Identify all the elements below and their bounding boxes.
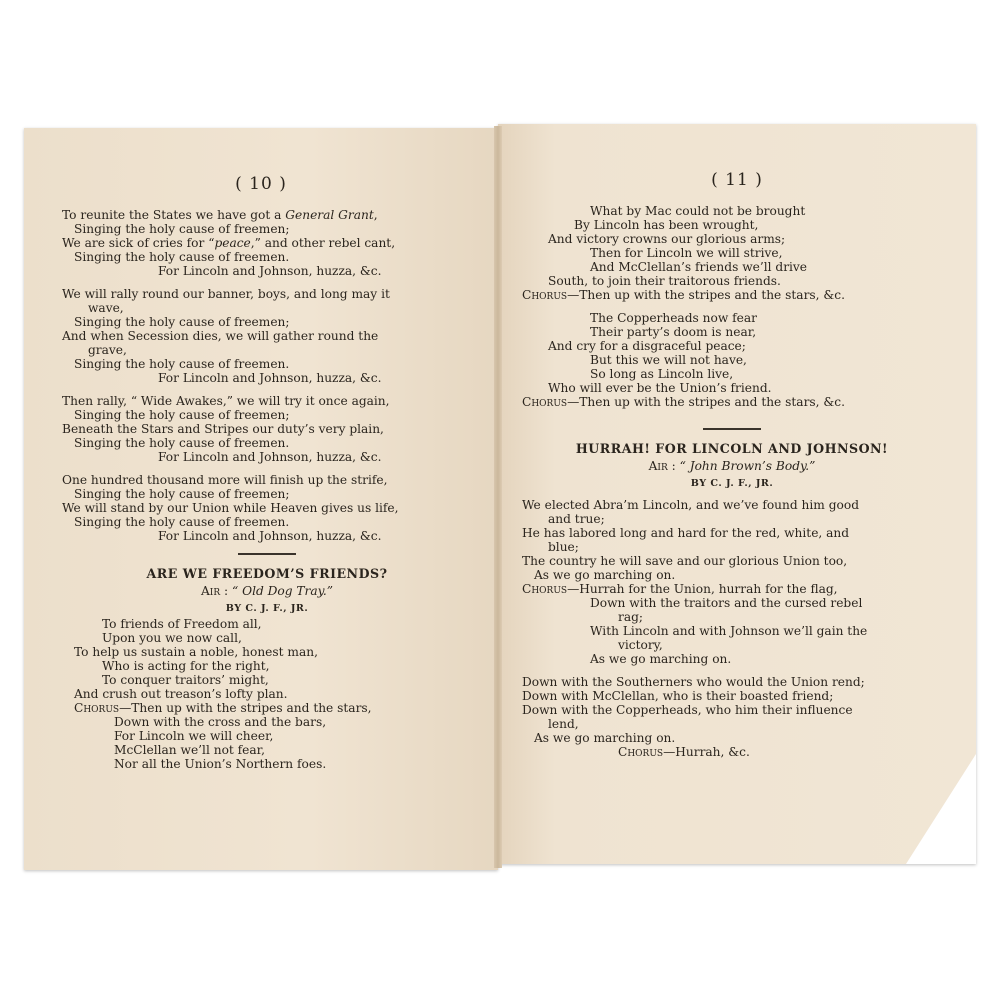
verse-line: For Lincoln and Johnson, huzza, &c. <box>158 529 382 543</box>
verse-line: Down with the cross and the bars, <box>114 715 327 729</box>
air-separator: : <box>667 459 680 473</box>
chorus-line <box>522 288 942 302</box>
verse-line: As we go marching on. <box>534 731 676 745</box>
verse-line: rag; <box>618 610 643 624</box>
verse-line: We will stand by our Union while Heaven gives us life, <box>62 501 399 515</box>
stanza <box>522 311 942 409</box>
booklet-spine <box>494 126 502 868</box>
verse-line: One hundred thousand more will finish up the strife, <box>62 473 388 487</box>
stanza <box>62 394 472 464</box>
right-page <box>498 124 976 864</box>
section-divider <box>703 428 761 430</box>
verse-line: For Lincoln we will cheer, <box>114 729 274 743</box>
verse-text: , <box>373 208 378 222</box>
stanza-gap <box>522 302 942 311</box>
verse-line: But this we will not have, <box>590 353 747 367</box>
chorus-text: —Then up with the stripes and the stars, <box>119 701 372 715</box>
verse-line: With Lincoln and with Johnson we’ll gain the <box>590 624 868 638</box>
page-number: ( 10 ) <box>235 174 287 194</box>
song-title: HURRAH! FOR LINCOLN AND JOHNSON! <box>575 441 889 456</box>
stanza-gap <box>62 278 472 287</box>
air-tune: “ John Brown’s Body.” <box>679 459 816 473</box>
stanza-gap <box>62 385 472 394</box>
verse-line: South, to join their traitorous friends. <box>548 274 781 288</box>
left-page <box>24 128 498 870</box>
chorus-line <box>522 745 942 759</box>
verse-line: We will rally round our banner, boys, and long may it <box>62 287 390 301</box>
right-text-column <box>522 204 942 759</box>
verse-line: Their party’s doom is near, <box>590 325 757 339</box>
verse-line: Singing the holy cause of freemen; <box>74 315 290 329</box>
chorus-line <box>522 395 942 409</box>
air-line <box>62 583 472 600</box>
verse-line: Down with McClellan, who is their boasted friend; <box>522 689 834 703</box>
verse-line: Down with the Copperheads, who him their influence <box>522 703 853 717</box>
stanza <box>62 473 472 543</box>
chorus-label: Chorus <box>522 288 568 302</box>
stanza <box>522 204 942 302</box>
verse-line: To conquer traitors’ might, <box>102 673 269 687</box>
verse-line: Down with the Southerners who would the Union rend; <box>522 675 865 689</box>
song-author: BY C. J. F., JR. <box>225 603 309 614</box>
air-label: Air <box>200 584 221 598</box>
verse-line: blue; <box>548 540 579 554</box>
verse-line: The country he will save and our glorious Union too, <box>522 554 848 568</box>
verse-line: McClellan we’ll not fear, <box>114 743 266 757</box>
italic-word: General Grant <box>285 208 374 222</box>
verse-line: Nor all the Union’s Northern foes. <box>114 757 327 771</box>
verse-line: lend, <box>548 717 579 731</box>
chorus-text: —Then up with the stripes and the stars, &c. <box>567 395 845 409</box>
chorus-text: —Hurrah, &c. <box>663 745 750 759</box>
verse-line: As we go marching on. <box>534 568 676 582</box>
verse-line: So long as Lincoln live, <box>590 367 734 381</box>
chorus-text: —Then up with the stripes and the stars, &c. <box>567 288 845 302</box>
folded-corner <box>906 754 976 864</box>
verse-line: What by Mac could not be brought <box>590 204 806 218</box>
verse-line: Beneath the Stars and Stripes our duty’s very plain, <box>62 422 384 436</box>
verse-line: Then rally, “ Wide Awakes,” we will try it once again, <box>62 394 390 408</box>
verse-line: Then for Lincoln we will strive, <box>590 246 783 260</box>
verse-line: The Copperheads now fear <box>590 311 757 325</box>
verse-line: Who is acting for the right, <box>102 659 270 673</box>
verse-line: wave, <box>88 301 124 315</box>
verse-line: Down with the traitors and the cursed rebel <box>590 596 863 610</box>
verse-line: Singing the holy cause of freemen; <box>74 222 290 236</box>
stanza <box>62 287 472 385</box>
verse-line: Who will ever be the Union’s friend. <box>548 381 772 395</box>
verse-line: And cry for a disgraceful peace; <box>548 339 746 353</box>
left-text-column <box>62 208 472 771</box>
chorus-text: —Hurrah for the Union, hurrah for the flag, <box>567 582 838 596</box>
stanza-gap <box>522 666 942 675</box>
verse-line: Upon you we now call, <box>102 631 242 645</box>
air-label: Air <box>648 459 668 473</box>
verse-line: and true; <box>548 512 605 526</box>
chorus-label: Chorus <box>74 701 120 715</box>
air-line <box>522 458 942 475</box>
verse-line: We elected Abra’m Lincoln, and we’ve found him good <box>522 498 860 512</box>
verse-line: To help us sustain a noble, honest man, <box>74 645 318 659</box>
verse-line: By Lincoln has been wrought, <box>574 218 759 232</box>
chorus-line <box>62 701 472 715</box>
verse-text: We are sick of cries for “ <box>62 236 215 250</box>
verse-line: Singing the holy cause of freemen; <box>74 408 290 422</box>
verse-line: victory, <box>618 638 663 652</box>
verse-text: To reunite the States we have got a <box>62 208 286 222</box>
verse-line: And McClellan’s friends we’ll drive <box>590 260 808 274</box>
verse-line: And crush out treason’s lofty plan. <box>74 687 288 701</box>
song-title: ARE WE FREEDOM’S FRIENDS? <box>146 566 388 581</box>
verse-line: He has labored long and hard for the red, white, and <box>522 526 850 540</box>
page-number: ( 11 ) <box>711 170 763 190</box>
chorus-line <box>522 582 942 596</box>
verse-text: ,” and other rebel cant, <box>250 236 396 250</box>
stanza-gap <box>62 464 472 473</box>
song-author: BY C. J. F., JR. <box>690 478 774 489</box>
verse-line: Singing the holy cause of freemen. <box>74 250 290 264</box>
verse-line: For Lincoln and Johnson, huzza, &c. <box>158 264 382 278</box>
verse-line: And when Secession dies, we will gather round the <box>62 329 379 343</box>
verse-line: Singing the holy cause of freemen; <box>74 487 290 501</box>
chorus-label: Chorus <box>522 395 568 409</box>
verse-line: grave, <box>88 343 127 357</box>
verse-line: Singing the holy cause of freemen. <box>74 515 290 529</box>
italic-word: peace <box>214 236 251 250</box>
stanza-gap <box>522 409 942 418</box>
verse-line <box>62 208 472 222</box>
air-separator: : <box>220 584 232 598</box>
verse-line: For Lincoln and Johnson, huzza, &c. <box>158 371 382 385</box>
stanza <box>62 208 472 278</box>
chorus-label: Chorus <box>618 745 664 759</box>
verse-line: For Lincoln and Johnson, huzza, &c. <box>158 450 382 464</box>
section-divider <box>238 553 296 555</box>
verse-line: Singing the holy cause of freemen. <box>74 436 290 450</box>
air-tune: “ Old Dog Tray.” <box>231 584 334 598</box>
verse-line: To friends of Freedom all, <box>102 617 262 631</box>
verse-line: Singing the holy cause of freemen. <box>74 357 290 371</box>
verse-line: As we go marching on. <box>590 652 732 666</box>
verse-line <box>62 236 472 250</box>
chorus-label: Chorus <box>522 582 568 596</box>
verse-line: And victory crowns our glorious arms; <box>548 232 786 246</box>
booklet <box>24 124 976 872</box>
